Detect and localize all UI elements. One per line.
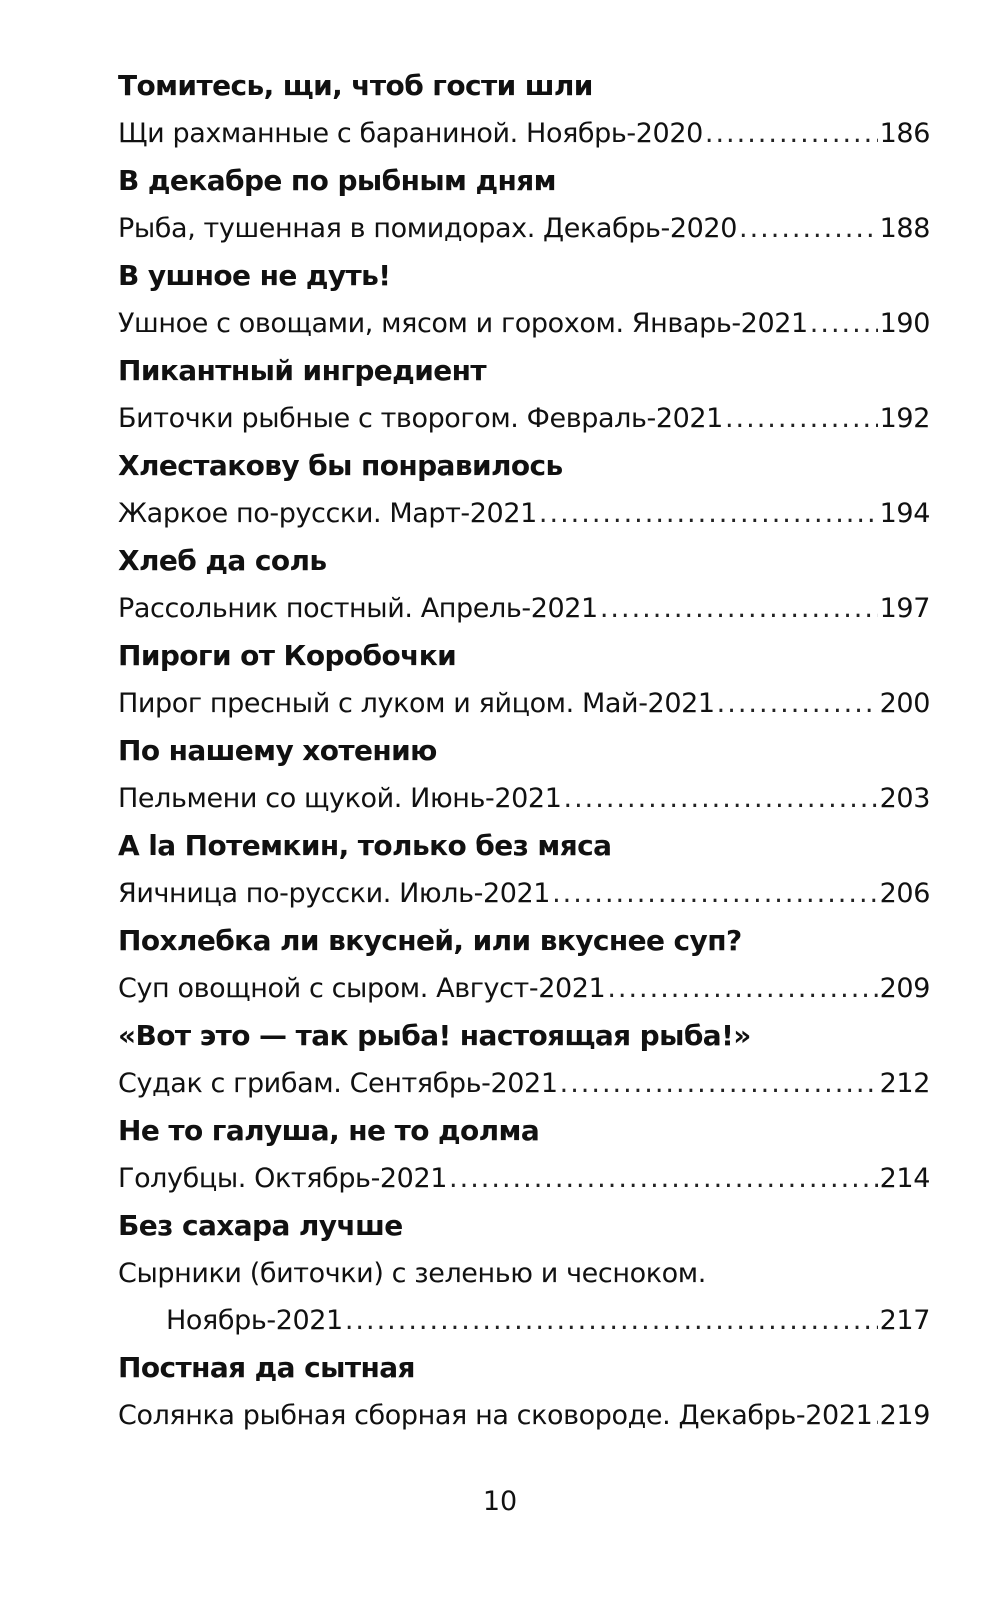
toc-section <box>118 62 930 157</box>
toc-entry <box>118 205 930 252</box>
toc-heading: Хлестакову бы понравилось <box>118 449 563 482</box>
dot-leader <box>600 585 878 632</box>
toc-heading: Томитесь, щи, чтоб гости шли <box>118 69 593 102</box>
toc-entry-title: Биточки рыбные с творогом. Февраль-2021 <box>118 403 723 434</box>
toc-heading: Без сахара лучше <box>118 1209 403 1242</box>
toc-heading: Хлеб да соль <box>118 544 327 577</box>
toc-page-number: 197 <box>879 593 930 624</box>
toc-page-number: 203 <box>879 783 930 814</box>
toc-entry <box>118 680 930 727</box>
toc-page-number: 219 <box>879 1400 930 1431</box>
toc-heading: По нашему хотению <box>118 734 437 767</box>
toc-section <box>118 822 930 917</box>
toc-section <box>118 252 930 347</box>
toc-heading: Пироги от Коробочки <box>118 639 457 672</box>
dot-leader <box>564 775 878 822</box>
toc-entry <box>118 965 930 1012</box>
toc-page-number: 190 <box>879 308 930 339</box>
toc-entry-title: Рыба, тушенная в помидорах. Декабрь-2020 <box>118 213 737 244</box>
toc-page-number: 214 <box>879 1163 930 1194</box>
toc-entry-title: Рассольник постный. Апрель-2021 <box>118 593 598 624</box>
toc-entry <box>118 490 930 537</box>
table-of-contents <box>118 62 930 1439</box>
toc-page-number: 217 <box>879 1305 930 1336</box>
page-number: 10 <box>482 1486 518 1517</box>
dot-leader <box>345 1297 878 1344</box>
toc-page-number: 200 <box>879 688 930 719</box>
toc-page-number: 209 <box>879 973 930 1004</box>
toc-heading: В ушное не дуть! <box>118 259 391 292</box>
toc-entry-title: Голубцы. Октябрь-2021 <box>118 1163 448 1194</box>
toc-entry <box>118 300 930 347</box>
toc-heading: Не то галуша, не то долма <box>118 1114 540 1147</box>
toc-entry-title: Солянка рыбная сборная на сковороде. Декабрь-2021 <box>118 1400 873 1431</box>
dot-leader <box>705 110 878 157</box>
dot-leader <box>449 1155 878 1202</box>
toc-page-number: 188 <box>879 213 930 244</box>
toc-entry <box>118 1060 930 1107</box>
toc-section <box>118 1012 930 1107</box>
toc-page-number: 194 <box>879 498 930 529</box>
toc-heading: В декабре по рыбным дням <box>118 164 556 197</box>
toc-section <box>118 537 930 632</box>
toc-entry <box>118 1392 930 1439</box>
dot-leader <box>725 395 878 442</box>
toc-entry-title: Щи рахманные с бараниной. Ноябрь-2020 <box>118 118 703 149</box>
toc-entry-title: Судак с грибам. Сентябрь-2021 <box>118 1068 558 1099</box>
toc-page-number: 206 <box>879 878 930 909</box>
toc-section <box>118 157 930 252</box>
toc-entry-title: Суп овощной с сыром. Август-2021 <box>118 973 606 1004</box>
dot-leader <box>739 205 878 252</box>
toc-section <box>118 632 930 727</box>
dot-leader <box>717 680 878 727</box>
toc-entry <box>118 585 930 632</box>
toc-entry <box>118 110 930 157</box>
toc-heading: «Вот это — так рыба! настоящая рыба!» <box>118 1019 751 1052</box>
toc-entry-title: Пирог пресный с луком и яйцом. Май-2021 <box>118 688 715 719</box>
toc-entry <box>118 870 930 917</box>
toc-page-number: 192 <box>879 403 930 434</box>
dot-leader <box>560 1060 878 1107</box>
toc-section <box>118 917 930 1012</box>
toc-entry-title: Пельмени со щукой. Июнь-2021 <box>118 783 562 814</box>
toc-heading: A la Потемкин, только без мяса <box>118 829 612 862</box>
toc-entry-title: Жаркое по-русски. Март-2021 <box>118 498 537 529</box>
toc-entry <box>118 775 930 822</box>
toc-heading: Похлебка ли вкусней, или вкуснее суп? <box>118 924 742 957</box>
toc-entry-title: Ушное с овощами, мясом и горохом. Январь-2021 <box>118 308 808 339</box>
toc-section <box>118 1202 930 1344</box>
toc-entry <box>118 395 930 442</box>
toc-page-number: 212 <box>879 1068 930 1099</box>
toc-heading: Пикантный ингредиент <box>118 354 486 387</box>
toc-heading: Постная да сытная <box>118 1351 415 1384</box>
dot-leader <box>552 870 878 917</box>
toc-section <box>118 442 930 537</box>
dot-leader <box>874 1392 877 1439</box>
toc-section <box>118 1344 930 1439</box>
toc-section <box>118 727 930 822</box>
toc-section <box>118 1107 930 1202</box>
dot-leader <box>539 490 878 537</box>
toc-section <box>118 347 930 442</box>
toc-entry-title: Яичница по-русски. Июль-2021 <box>118 878 551 909</box>
toc-entry <box>118 1297 930 1344</box>
toc-entry-title: Ноябрь-2021 <box>166 1305 343 1336</box>
toc-entry-title-line1: Сырники (биточки) с зеленью и чесноком. <box>118 1258 706 1289</box>
dot-leader <box>607 965 877 1012</box>
dot-leader <box>810 300 878 347</box>
toc-page-number: 186 <box>879 118 930 149</box>
toc-entry <box>118 1155 930 1202</box>
